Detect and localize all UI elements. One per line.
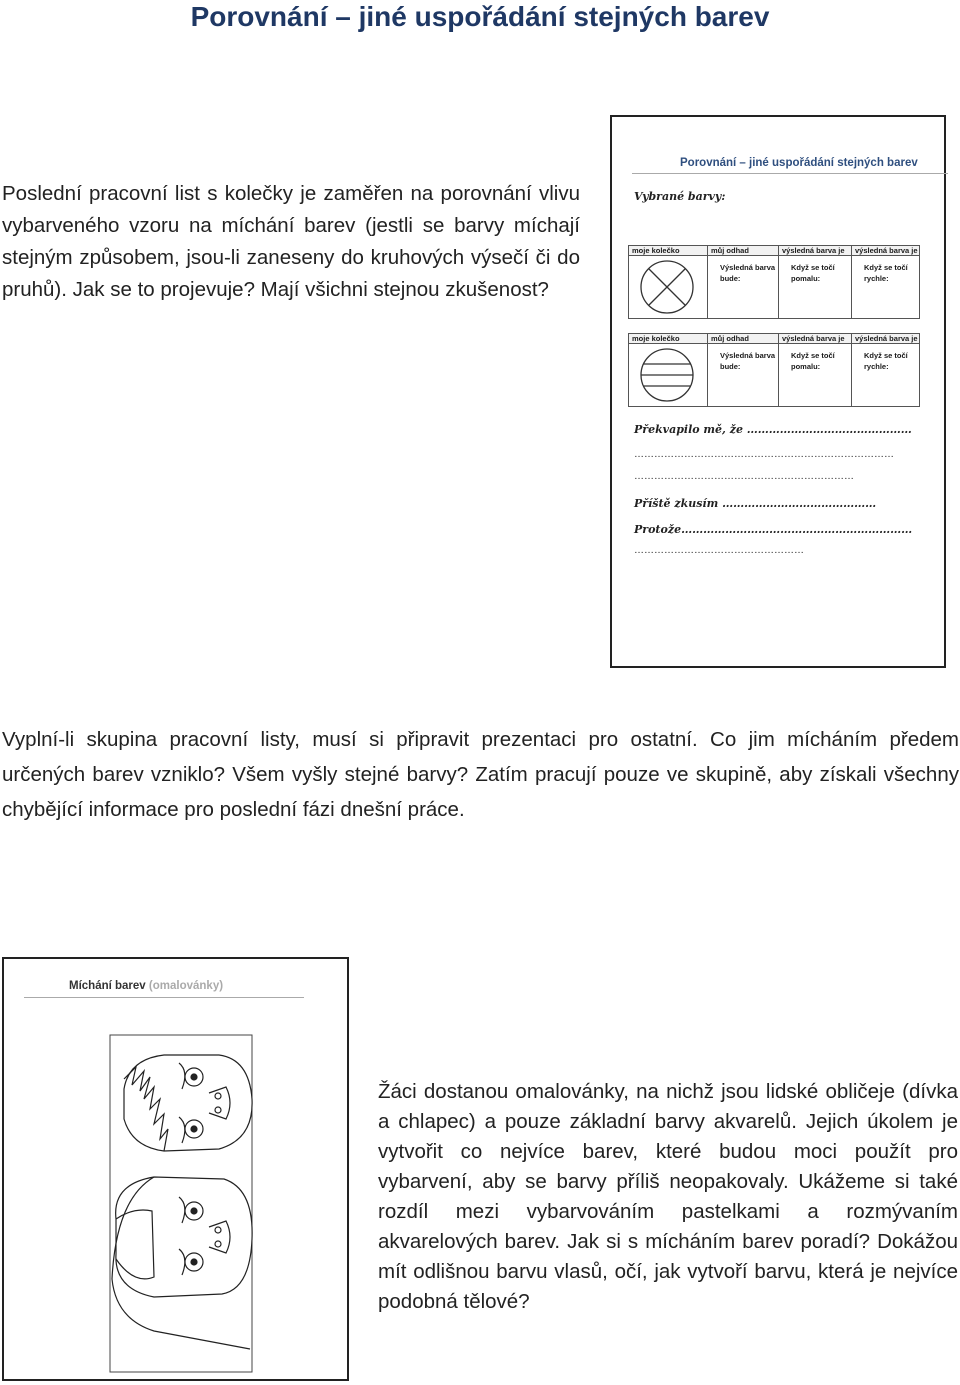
header-cell: výsledná barva je xyxy=(852,246,920,256)
striped-circle-icon xyxy=(629,344,707,404)
circle-cell xyxy=(629,256,708,319)
circle-cell xyxy=(629,344,708,407)
worksheet-table-2 xyxy=(628,333,920,407)
guess-cell: Výsledná barva bude: xyxy=(708,256,779,319)
because-line: Protože……………………………………………………… xyxy=(634,523,913,536)
chosen-colors-label: Vybrané barvy: xyxy=(634,190,726,203)
header-cell: výsledná barva je xyxy=(852,334,920,344)
surprised-line: Překvapilo mě, že ……………………………………… xyxy=(634,423,912,436)
worksheet-table-1 xyxy=(628,245,920,319)
slow-cell: Když se točí pomalu: xyxy=(779,344,852,407)
presentation-paragraph: Vyplní-li skupina pracovní listy, musí si připravit prezentaci pro ostatní. Co jim mícháním předem určených barev vzniklo? Všem vyšly stejné barvy? Zatím pracují pouze ve skupině, aby získali všechny chybějící informace pro poslední fázi dnešní práce. xyxy=(2,728,959,821)
slow-cell: Když se točí pomalu: xyxy=(779,256,852,319)
header-cell: můj odhad xyxy=(708,246,779,256)
header-cell: moje kolečko xyxy=(629,334,708,344)
sector-circle-icon xyxy=(629,256,707,316)
coloring-worksheet-image xyxy=(2,957,349,1381)
dotted-line: …………………………………………………………………… xyxy=(634,449,894,460)
worksheet-title: Míchání barev (omalovánky) xyxy=(69,980,224,992)
faces-drawing-icon xyxy=(4,959,347,1379)
header-cell: moje kolečko xyxy=(629,246,708,256)
header-cell: můj odhad xyxy=(708,334,779,344)
header-cell: výsledná barva je xyxy=(779,334,852,344)
divider xyxy=(632,173,948,174)
dotted-line: …………………………………………… xyxy=(634,545,804,556)
worksheet-title: Porovnání – jiné uspořádání stejných barev xyxy=(680,157,918,169)
fast-cell: Když se točí rychle: xyxy=(852,344,920,407)
next-time-line: Příště zkusím …………………………………… xyxy=(634,497,877,510)
coloring-paragraph: Žáci dostanou omalovánky, na nichž jsou lidské obličeje (dívka a chlapec) a pouze základní barvy akvarelů. Jejich úkolem je vytvořit co nejvíce barev, které budou moci použít pro vybarvení, aby se barvy příliš neopakovaly. Ukážeme si také rozdíl mezi vybarvováním pastelkami a rozmývaním akvarelových barev. Jak si s mícháním barev poradí? Dokážou mít odlišnou barvu vlasů, očí, jak vytvoří barvu, která je nejvíce podobná tělové? xyxy=(378,1080,958,1313)
worksheet-circles-image xyxy=(610,115,946,668)
dotted-line: ………………………………………………………… xyxy=(634,471,854,482)
page-title: Porovnání – jiné uspořádání stejných barev xyxy=(190,1,770,32)
guess-cell: Výsledná barva bude: xyxy=(708,344,779,407)
header-cell: výsledná barva je xyxy=(779,246,852,256)
intro-paragraph: Poslední pracovní list s kolečky je zaměřen na porovnání vlivu vybarveného vzoru na míchání barev (jestli se barvy míchají stejným způsobem, jsou-li zaneseny do kruhových výsečí či do pruhů). Jak se to projevuje? Mají všichni stejnou zkušenost? xyxy=(2,182,580,301)
fast-cell: Když se točí rychle: xyxy=(852,256,920,319)
